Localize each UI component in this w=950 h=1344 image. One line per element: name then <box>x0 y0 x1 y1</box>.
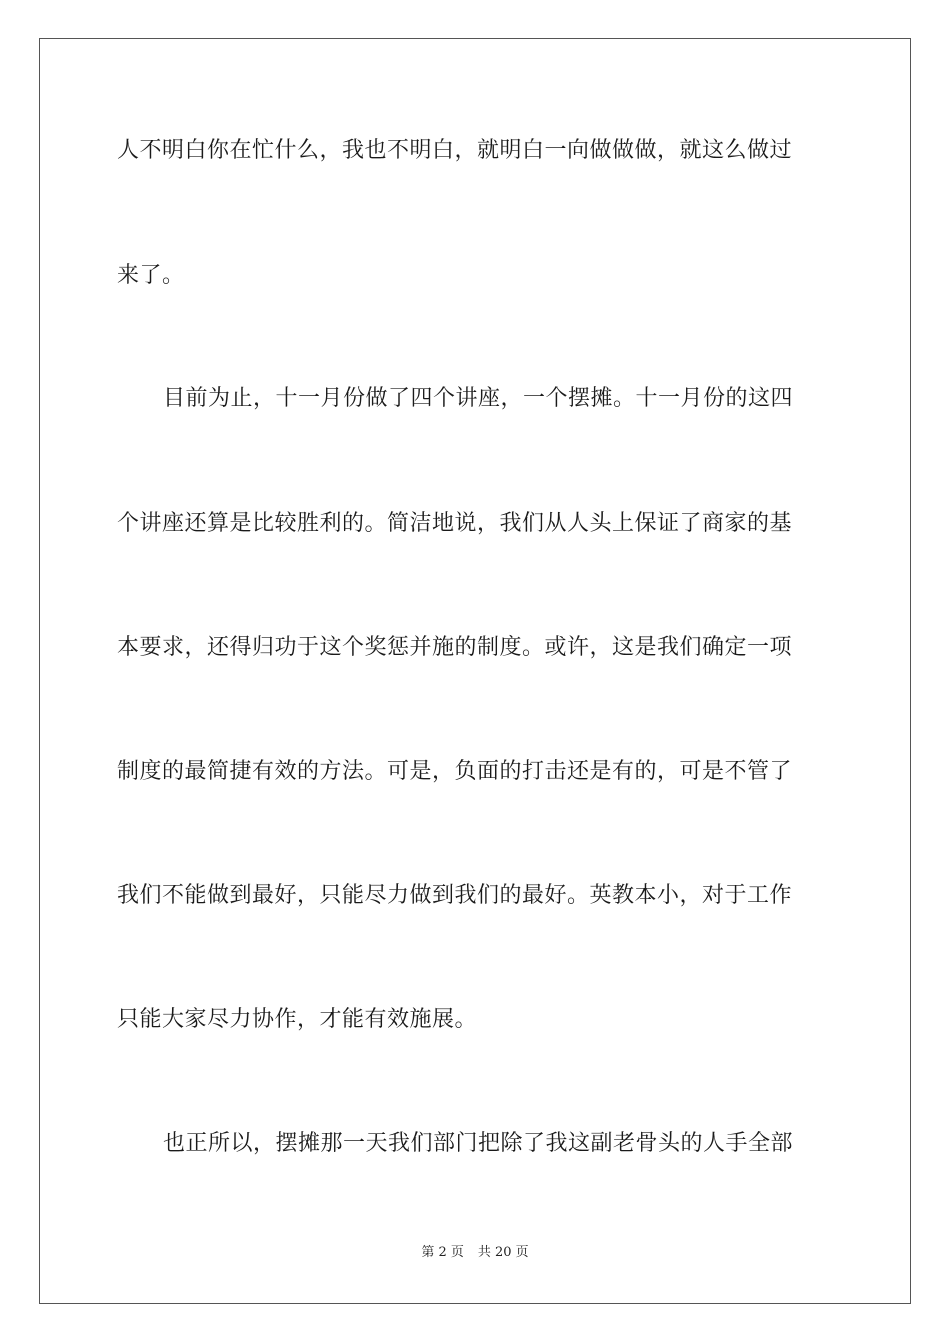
text-line: 本要求，还得归功于这个奖惩并施的制度。或许，这是我们确定一项 <box>117 635 793 660</box>
page-border <box>39 38 911 1304</box>
paragraph-start-line: 也正所以，摆摊那一天我们部门把除了我这副老骨头的人手全部 <box>163 1131 794 1156</box>
text-line: 来了。 <box>117 263 185 288</box>
paragraph-start-line: 目前为止，十一月份做了四个讲座，一个摆摊。十一月份的这四 <box>163 386 794 411</box>
text-line: 个讲座还算是比较胜利的。简洁地说，我们从人头上保证了商家的基 <box>117 511 793 536</box>
page-footer <box>0 1244 950 1262</box>
page-number: 第 2 页 <box>421 1245 464 1260</box>
page-total: 共 20 页 <box>477 1245 529 1260</box>
text-line: 只能大家尽力协作，才能有效施展。 <box>117 1007 478 1032</box>
text-line: 我们不能做到最好，只能尽力做到我们的最好。英教本小，对于工作 <box>117 883 793 908</box>
text-line: 制度的最简捷有效的方法。可是，负面的打击还是有的，可是不管了 <box>117 759 793 784</box>
text-line: 人不明白你在忙什么，我也不明白，就明白一向做做做，就这么做过 <box>117 138 793 163</box>
